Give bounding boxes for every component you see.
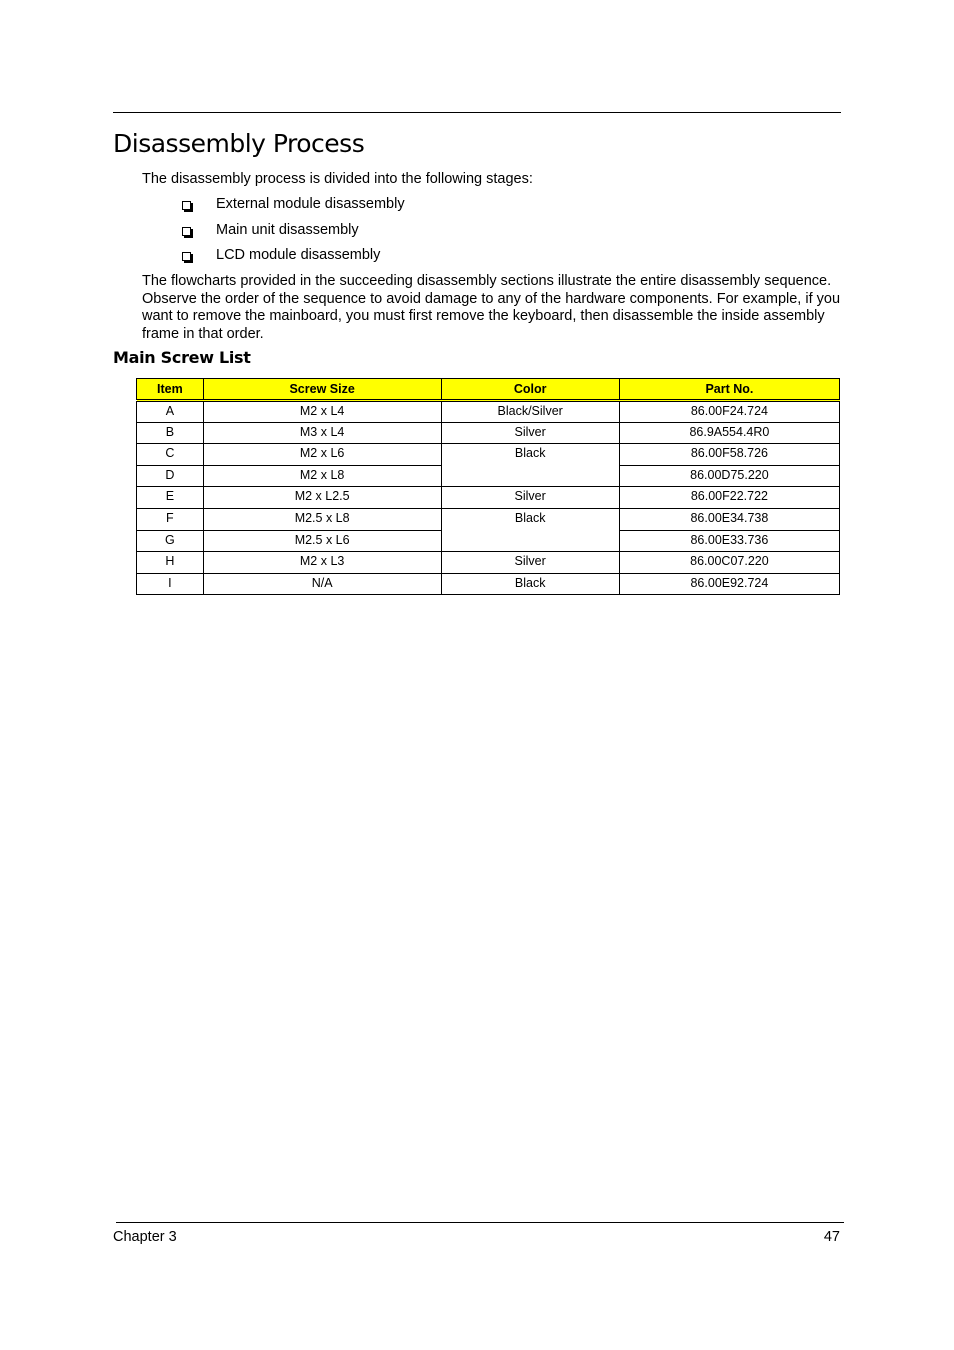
- list-item: [142, 196, 405, 222]
- checkbox-bullet-icon: [182, 252, 191, 261]
- cell-part: 86.00F24.724: [619, 401, 839, 423]
- cell-item: I: [137, 573, 204, 595]
- table-row: [137, 573, 840, 595]
- table-row: [137, 444, 840, 466]
- cell-size: M2.5 x L6: [203, 530, 441, 552]
- cell-size: M2 x L8: [203, 465, 441, 487]
- table-row: [137, 422, 840, 444]
- cell-size: M2 x L4: [203, 401, 441, 423]
- column-header-item: Item: [137, 379, 204, 401]
- intro-text: The disassembly process is divided into the following stages:: [142, 171, 533, 187]
- cell-part: 86.00E34.738: [619, 508, 839, 530]
- cell-part: 86.00F58.726: [619, 444, 839, 466]
- table-row: [137, 401, 840, 423]
- cell-part: 86.00F22.722: [619, 487, 839, 509]
- footer-rule: [116, 1222, 844, 1223]
- table-row: [137, 487, 840, 509]
- cell-color: Black: [441, 573, 619, 595]
- column-header-part-no: Part No.: [619, 379, 839, 401]
- table-header-row: [137, 379, 840, 401]
- cell-color: Silver: [441, 422, 619, 444]
- cell-part: 86.00E92.724: [619, 573, 839, 595]
- cell-item: G: [137, 530, 204, 552]
- column-header-color: Color: [441, 379, 619, 401]
- cell-color: Black: [441, 508, 619, 551]
- screw-table: [136, 378, 840, 595]
- header-rule: [113, 112, 841, 113]
- list-item: [142, 222, 405, 248]
- cell-item: E: [137, 487, 204, 509]
- column-header-screw-size: Screw Size: [203, 379, 441, 401]
- cell-item: A: [137, 401, 204, 423]
- cell-item: F: [137, 508, 204, 530]
- page-number: 47: [823, 1229, 840, 1245]
- cell-size: M3 x L4: [203, 422, 441, 444]
- checkbox-bullet-icon: [182, 227, 191, 236]
- page-title: Disassembly Process: [113, 129, 365, 158]
- cell-part: 86.00E33.736: [619, 530, 839, 552]
- stage-label: External module disassembly: [216, 196, 405, 212]
- cell-size: M2 x L2.5: [203, 487, 441, 509]
- cell-item: C: [137, 444, 204, 466]
- cell-color: Black/Silver: [441, 401, 619, 423]
- cell-part: 86.00D75.220: [619, 465, 839, 487]
- cell-size: M2 x L6: [203, 444, 441, 466]
- cell-part: 86.00C07.220: [619, 552, 839, 574]
- flowchart-paragraph: The flowcharts provided in the succeeding disassembly sections illustrate the entire disassembly sequence. Observe the order of the sequence to avoid damage to any of the hardware components. For example, if you want to remove the mainboard, you must first remove the keyboard, then disassemble the inside assembly frame in that order.: [142, 273, 841, 343]
- stage-label: LCD module disassembly: [216, 247, 381, 263]
- cell-color: Black: [441, 444, 619, 487]
- footer-chapter: Chapter 3: [113, 1229, 177, 1245]
- cell-color: Silver: [441, 552, 619, 574]
- stages-list: [142, 196, 405, 273]
- cell-item: D: [137, 465, 204, 487]
- table-row: [137, 552, 840, 574]
- cell-size: M2 x L3: [203, 552, 441, 574]
- cell-size: N/A: [203, 573, 441, 595]
- table-row: [137, 508, 840, 530]
- checkbox-bullet-icon: [182, 201, 191, 210]
- stage-label: Main unit disassembly: [216, 221, 359, 238]
- cell-size: M2.5 x L8: [203, 508, 441, 530]
- cell-color: Silver: [441, 487, 619, 509]
- cell-item: B: [137, 422, 204, 444]
- list-item: [142, 247, 405, 273]
- cell-part: 86.9A554.4R0: [619, 422, 839, 444]
- cell-item: H: [137, 552, 204, 574]
- section-heading: Main Screw List: [113, 348, 251, 367]
